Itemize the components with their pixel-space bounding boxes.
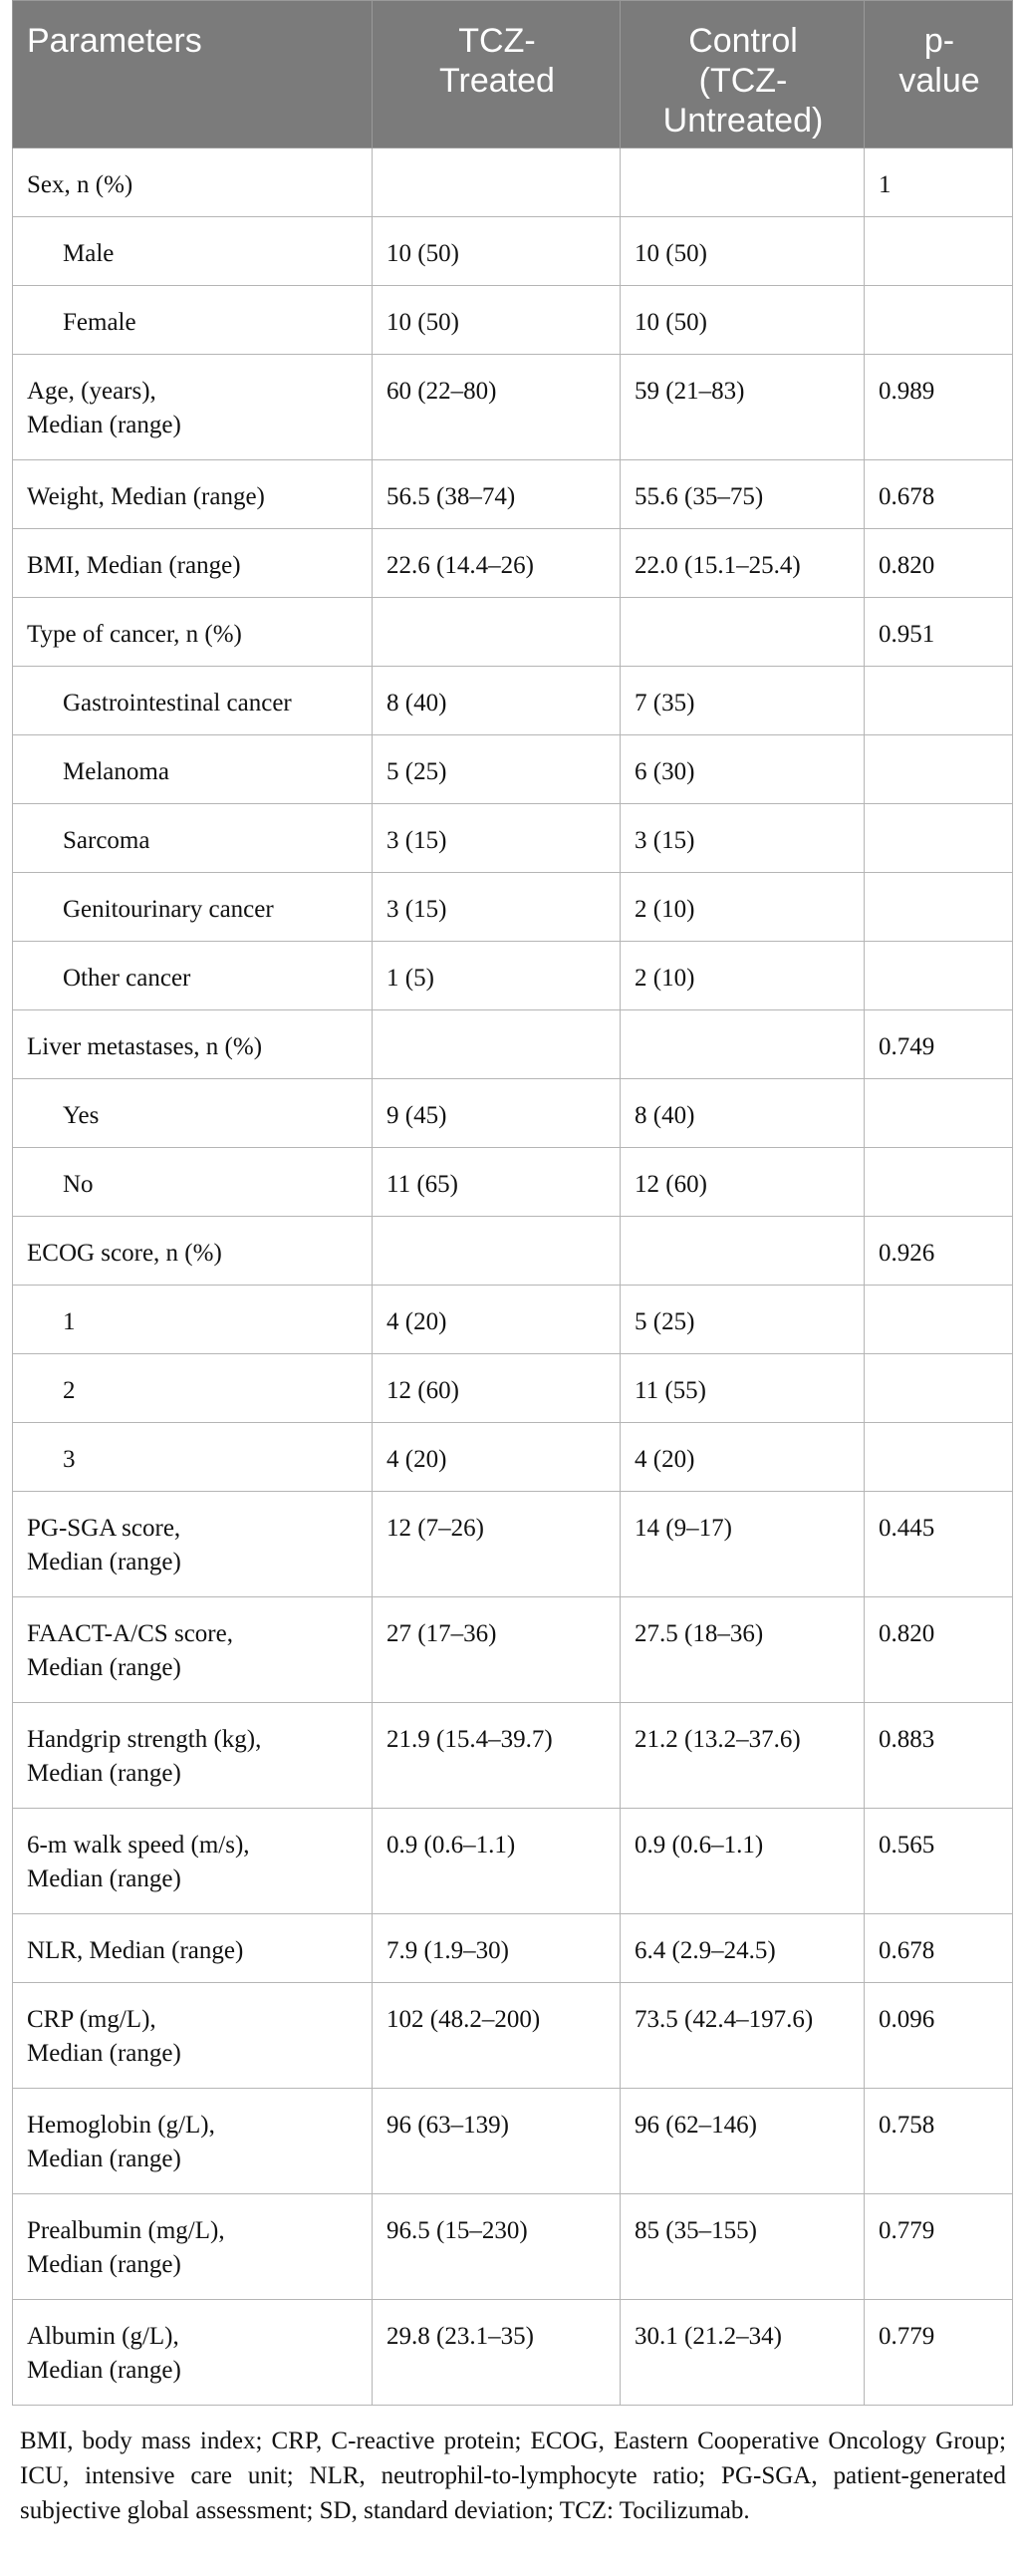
tcz-treated-cell: 3 (15): [373, 873, 621, 942]
p-value-cell: 0.820: [865, 529, 1013, 598]
tcz-treated-cell: [373, 148, 621, 217]
p-value-cell: 0.758: [865, 2089, 1013, 2194]
p-value-cell: [865, 1286, 1013, 1354]
table-container: [12, 0, 1012, 2528]
table-row: [13, 1148, 1013, 1217]
p-value-cell: 0.989: [865, 355, 1013, 460]
tcz-treated-cell: [373, 598, 621, 667]
parameter-cell: Prealbumin (mg/L), Median (range): [13, 2194, 373, 2300]
tcz-treated-cell: 22.6 (14.4–26): [373, 529, 621, 598]
table-row: [13, 598, 1013, 667]
control-cell: [621, 1010, 865, 1079]
p-value-cell: [865, 1148, 1013, 1217]
control-cell: 6.4 (2.9–24.5): [621, 1914, 865, 1983]
p-value-cell: 0.096: [865, 1983, 1013, 2089]
table-header-row: [13, 1, 1013, 148]
table-row: [13, 1217, 1013, 1286]
tcz-treated-cell: 11 (65): [373, 1148, 621, 1217]
table-footnote: BMI, body mass index; CRP, C-reactive protein; ECOG, Eastern Cooperative Oncology Group; ICU, intensive care unit; NLR, neutrophil-to-lymphocyte ratio; PG-SGA, patient-generated subjective global assessment; SD, standard deviation; TCZ: Tocilizumab.: [20, 2428, 1006, 2524]
table-row: [13, 2194, 1013, 2300]
tcz-treated-cell: 96.5 (15–230): [373, 2194, 621, 2300]
table-row: [13, 804, 1013, 873]
tcz-treated-cell: 7.9 (1.9–30): [373, 1914, 621, 1983]
parameter-cell: Yes: [13, 1079, 373, 1148]
control-cell: 21.2 (13.2–37.6): [621, 1703, 865, 1809]
control-cell: 7 (35): [621, 667, 865, 735]
table-row: [13, 1597, 1013, 1703]
control-cell: [621, 1217, 865, 1286]
tcz-treated-cell: 5 (25): [373, 735, 621, 804]
control-cell: 4 (20): [621, 1423, 865, 1492]
tcz-treated-cell: 27 (17–36): [373, 1597, 621, 1703]
table-row: [13, 148, 1013, 217]
parameter-cell: Other cancer: [13, 942, 373, 1010]
control-cell: 59 (21–83): [621, 355, 865, 460]
table-row: [13, 2089, 1013, 2194]
parameter-cell: 2: [13, 1354, 373, 1423]
table-row: [13, 286, 1013, 355]
p-value-cell: [865, 667, 1013, 735]
tcz-treated-cell: 29.8 (23.1–35): [373, 2300, 621, 2406]
header-control: Control (TCZ- Untreated): [621, 1, 865, 148]
control-cell: 73.5 (42.4–197.6): [621, 1983, 865, 2089]
control-cell: 5 (25): [621, 1286, 865, 1354]
tcz-treated-cell: 56.5 (38–74): [373, 460, 621, 529]
p-value-cell: [865, 217, 1013, 286]
parameter-cell: Weight, Median (range): [13, 460, 373, 529]
tcz-treated-cell: 4 (20): [373, 1423, 621, 1492]
tcz-treated-cell: 12 (60): [373, 1354, 621, 1423]
parameter-cell: 3: [13, 1423, 373, 1492]
parameter-cell: FAACT-A/CS score, Median (range): [13, 1597, 373, 1703]
tcz-treated-cell: [373, 1217, 621, 1286]
p-value-cell: [865, 873, 1013, 942]
parameter-cell: Handgrip strength (kg), Median (range): [13, 1703, 373, 1809]
parameter-cell: NLR, Median (range): [13, 1914, 373, 1983]
table-row: [13, 1010, 1013, 1079]
header-tcz-treated: TCZ- Treated: [373, 1, 621, 148]
control-cell: 85 (35–155): [621, 2194, 865, 2300]
control-cell: [621, 598, 865, 667]
p-value-cell: 0.445: [865, 1492, 1013, 1597]
tcz-treated-cell: 10 (50): [373, 217, 621, 286]
parameter-cell: CRP (mg/L), Median (range): [13, 1983, 373, 2089]
parameter-cell: Sex, n (%): [13, 148, 373, 217]
p-value-cell: 0.820: [865, 1597, 1013, 1703]
parameter-cell: Albumin (g/L), Median (range): [13, 2300, 373, 2406]
control-cell: 30.1 (21.2–34): [621, 2300, 865, 2406]
table-row: [13, 1492, 1013, 1597]
parameter-cell: PG-SGA score, Median (range): [13, 1492, 373, 1597]
parameter-cell: 6-m walk speed (m/s), Median (range): [13, 1809, 373, 1914]
table-row: [13, 355, 1013, 460]
p-value-cell: [865, 1354, 1013, 1423]
control-cell: 8 (40): [621, 1079, 865, 1148]
table-row: [13, 1914, 1013, 1983]
control-cell: 3 (15): [621, 804, 865, 873]
parameter-cell: BMI, Median (range): [13, 529, 373, 598]
control-cell: 14 (9–17): [621, 1492, 865, 1597]
parameter-cell: Sarcoma: [13, 804, 373, 873]
table-row: [13, 1423, 1013, 1492]
tcz-treated-cell: 21.9 (15.4–39.7): [373, 1703, 621, 1809]
table-row: [13, 529, 1013, 598]
control-cell: 11 (55): [621, 1354, 865, 1423]
p-value-cell: 0.678: [865, 1914, 1013, 1983]
parameter-cell: Female: [13, 286, 373, 355]
tcz-treated-cell: 8 (40): [373, 667, 621, 735]
tcz-treated-cell: 12 (7–26): [373, 1492, 621, 1597]
p-value-cell: 0.678: [865, 460, 1013, 529]
parameter-cell: Genitourinary cancer: [13, 873, 373, 942]
table-row: [13, 1079, 1013, 1148]
tcz-treated-cell: 9 (45): [373, 1079, 621, 1148]
parameter-cell: No: [13, 1148, 373, 1217]
table-row: [13, 2300, 1013, 2406]
control-cell: 6 (30): [621, 735, 865, 804]
p-value-cell: 0.779: [865, 2300, 1013, 2406]
control-cell: 10 (50): [621, 286, 865, 355]
baseline-characteristics-table: [12, 0, 1013, 2406]
tcz-treated-cell: 1 (5): [373, 942, 621, 1010]
control-cell: 96 (62–146): [621, 2089, 865, 2194]
parameter-cell: Type of cancer, n (%): [13, 598, 373, 667]
control-cell: 22.0 (15.1–25.4): [621, 529, 865, 598]
p-value-cell: [865, 735, 1013, 804]
tcz-treated-cell: 3 (15): [373, 804, 621, 873]
p-value-cell: 0.749: [865, 1010, 1013, 1079]
tcz-treated-cell: 10 (50): [373, 286, 621, 355]
parameter-cell: Male: [13, 217, 373, 286]
p-value-cell: 1: [865, 148, 1013, 217]
table-row: [13, 1354, 1013, 1423]
parameter-cell: 1: [13, 1286, 373, 1354]
tcz-treated-cell: 0.9 (0.6–1.1): [373, 1809, 621, 1914]
table-row: [13, 942, 1013, 1010]
control-cell: 55.6 (35–75): [621, 460, 865, 529]
control-cell: 0.9 (0.6–1.1): [621, 1809, 865, 1914]
control-cell: 2 (10): [621, 942, 865, 1010]
table-row: [13, 1703, 1013, 1809]
control-cell: 10 (50): [621, 217, 865, 286]
parameter-cell: Liver metastases, n (%): [13, 1010, 373, 1079]
p-value-cell: [865, 286, 1013, 355]
parameter-cell: ECOG score, n (%): [13, 1217, 373, 1286]
parameter-cell: Age, (years), Median (range): [13, 355, 373, 460]
table-row: [13, 735, 1013, 804]
parameter-cell: Melanoma: [13, 735, 373, 804]
table-row: [13, 1983, 1013, 2089]
table-row: [13, 667, 1013, 735]
control-cell: [621, 148, 865, 217]
header-parameters: Parameters: [13, 1, 373, 148]
p-value-cell: [865, 942, 1013, 1010]
p-value-cell: [865, 804, 1013, 873]
control-cell: 12 (60): [621, 1148, 865, 1217]
p-value-cell: 0.779: [865, 2194, 1013, 2300]
header-p-value: p- value: [865, 1, 1013, 148]
p-value-cell: 0.565: [865, 1809, 1013, 1914]
tcz-treated-cell: 4 (20): [373, 1286, 621, 1354]
table-body: [13, 148, 1013, 2406]
tcz-treated-cell: 102 (48.2–200): [373, 1983, 621, 2089]
parameter-cell: Hemoglobin (g/L), Median (range): [13, 2089, 373, 2194]
table-row: [13, 873, 1013, 942]
control-cell: 2 (10): [621, 873, 865, 942]
parameter-cell: Gastrointestinal cancer: [13, 667, 373, 735]
table-row: [13, 217, 1013, 286]
p-value-cell: [865, 1423, 1013, 1492]
p-value-cell: 0.951: [865, 598, 1013, 667]
p-value-cell: [865, 1079, 1013, 1148]
tcz-treated-cell: 60 (22–80): [373, 355, 621, 460]
p-value-cell: 0.883: [865, 1703, 1013, 1809]
control-cell: 27.5 (18–36): [621, 1597, 865, 1703]
table-row: [13, 1286, 1013, 1354]
tcz-treated-cell: 96 (63–139): [373, 2089, 621, 2194]
tcz-treated-cell: [373, 1010, 621, 1079]
table-row: [13, 1809, 1013, 1914]
p-value-cell: 0.926: [865, 1217, 1013, 1286]
table-row: [13, 460, 1013, 529]
